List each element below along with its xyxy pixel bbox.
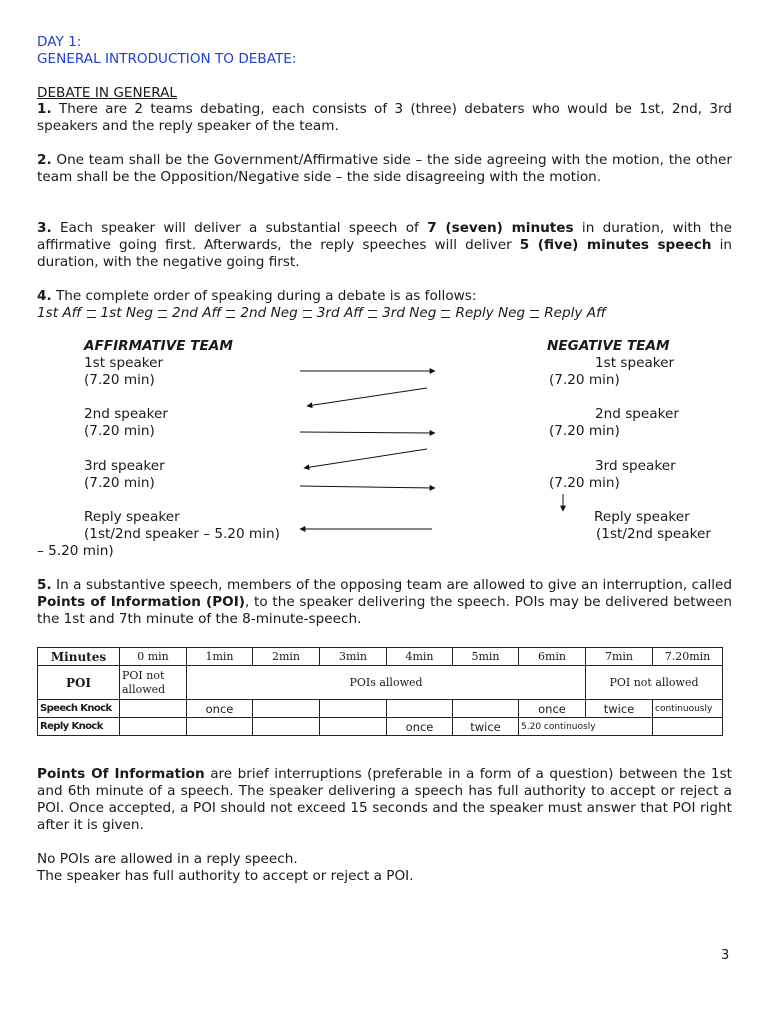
poi-explanation: Points Of Information are brief interruptions (preferable in a form of a question) between the 1st and 6th minute of a speech. The speaker delivering a speech has full authority to accept or reject a POI. Once accepted, a POI should not exceed 15 seconds and the speaker must answer that POI right after it is given. — [37, 766, 732, 833]
aff-reply-speaker: Reply speaker — [84, 509, 180, 525]
table-cell — [253, 718, 320, 736]
document-title: GENERAL INTRODUCTION TO DEBATE: — [37, 51, 297, 67]
table-row-poi — [38, 666, 723, 700]
pois-allowed: POIs allowed — [187, 666, 586, 700]
table-cell — [453, 700, 519, 718]
table-cell — [120, 700, 187, 718]
affirmative-team-title: AFFIRMATIVE TEAM — [84, 338, 233, 354]
negative-team-title: NEGATIVE TEAM — [547, 338, 670, 354]
order-item: 3rd Neg — [382, 305, 437, 321]
day-label: DAY 1: — [37, 34, 82, 50]
table-cell — [320, 718, 387, 736]
order-separator — [368, 310, 377, 318]
arrow-3-aff-to-neg — [300, 486, 435, 488]
table-cell — [653, 718, 723, 736]
point-5: 5. In a substantive speech, members of the opposing team are allowed to give an interruption, called Points of Information (POI), to the speaker delivering the speech. POIs may be delivered between the 1st and 7th minute of the 8-minute-speech. — [37, 577, 733, 627]
reply-knock-twice-5: twice — [453, 718, 519, 736]
order-item: 2nd Aff — [172, 305, 222, 321]
minute-cell: 3min — [320, 648, 387, 666]
minute-cell: 5min — [453, 648, 519, 666]
order-item: 1st Neg — [100, 305, 154, 321]
table-row-speech-knock — [38, 700, 723, 718]
order-separator — [226, 310, 235, 318]
table-cell — [387, 700, 453, 718]
point-3: 3. Each speaker will deliver a substantial speech of 7 (seven) minutes in duration, with the affirmative going first. Afterwards, the reply speeches will deliver 5 (five) minutes speech in duration, with the negative going first. — [37, 220, 732, 270]
order-separator — [158, 310, 167, 318]
order-item: Reply Neg — [455, 305, 526, 321]
order-item: 3rd Aff — [316, 305, 364, 321]
neg-speaker-1: 1st speaker — [595, 355, 675, 371]
minute-cell: 4min — [387, 648, 453, 666]
order-item: 2nd Neg — [240, 305, 298, 321]
neg-speaker-3-time: (7.20 min) — [549, 475, 620, 491]
aff-speaker-3: 3rd speaker — [84, 458, 165, 474]
speech-knock-twice-7: twice — [586, 700, 653, 718]
aff-speaker-2-time: (7.20 min) — [84, 423, 155, 439]
order-separator — [530, 310, 539, 318]
speech-knock-label: Speech Knock — [38, 700, 120, 718]
reply-knock-continuously: 5.20 continuosly — [519, 718, 653, 736]
poi-timing-table — [37, 647, 723, 736]
speech-knock-continuously: continuously — [653, 700, 723, 718]
neg-reply-speaker-time-wrap: – 5.20 min) — [37, 543, 114, 559]
minute-cell: 0 min — [120, 648, 187, 666]
table-cell — [320, 700, 387, 718]
minutes-header: Minutes — [38, 648, 120, 666]
page-number: 3 — [721, 948, 730, 963]
neg-reply-speaker-time: (1st/2nd speaker — [596, 526, 711, 542]
aff-speaker-1: 1st speaker — [84, 355, 164, 371]
aff-reply-speaker-time: (1st/2nd speaker – 5.20 min) — [84, 526, 280, 542]
arrow-1-neg-to-aff — [307, 388, 427, 406]
note-speaker-authority: The speaker has full authority to accept or reject a POI. — [37, 868, 414, 884]
speech-knock-once-1: once — [187, 700, 253, 718]
table-cell — [120, 718, 187, 736]
minute-cell: 7.20min — [653, 648, 723, 666]
point-1: 1. There are 2 teams debating, each consists of 3 (three) debaters who would be 1st, 2nd, 3rd speakers and the reply speaker of the team. — [37, 101, 732, 134]
neg-speaker-1-time: (7.20 min) — [549, 372, 620, 388]
arrow-2-neg-to-aff — [304, 449, 427, 468]
neg-speaker-2: 2nd speaker — [595, 406, 679, 422]
speech-knock-once-6: once — [519, 700, 586, 718]
neg-speaker-2-time: (7.20 min) — [549, 423, 620, 439]
aff-speaker-2: 2nd speaker — [84, 406, 168, 422]
speaking-order — [37, 305, 606, 322]
poi-not-allowed-end: POI not allowed — [586, 666, 723, 700]
reply-knock-label: Reply Knock — [38, 718, 120, 736]
poi-row-label: POI — [38, 666, 120, 700]
minute-cell: 2min — [253, 648, 320, 666]
document-heading — [37, 34, 296, 102]
aff-speaker-3-time: (7.20 min) — [84, 475, 155, 491]
section-title: DEBATE IN GENERAL — [37, 85, 177, 101]
order-separator — [441, 310, 450, 318]
aff-speaker-1-time: (7.20 min) — [84, 372, 155, 388]
neg-speaker-3: 3rd speaker — [595, 458, 676, 474]
note-no-poi-reply: No POIs are allowed in a reply speech. — [37, 851, 298, 867]
poi-not-allowed-start: POI not allowed — [120, 666, 187, 700]
order-item: Reply Aff — [544, 305, 606, 321]
minute-cell: 1min — [187, 648, 253, 666]
table-row-reply-knock — [38, 718, 723, 736]
order-separator — [303, 310, 312, 318]
reply-knock-once-4: once — [387, 718, 453, 736]
minute-cell: 7min — [586, 648, 653, 666]
table-cell — [187, 718, 253, 736]
order-separator — [87, 310, 96, 318]
neg-reply-speaker: Reply speaker — [594, 509, 690, 525]
point-4: 4. The complete order of speaking during a debate is as follows: — [37, 288, 477, 304]
minute-cell: 6min — [519, 648, 586, 666]
table-row-minutes — [38, 648, 723, 666]
order-item: 1st Aff — [37, 305, 82, 321]
arrow-2-aff-to-neg — [300, 432, 435, 433]
table-cell — [253, 700, 320, 718]
point-2: 2. One team shall be the Government/Affirmative side – the side agreeing with the motion, the other team shall be the Opposition/Negative side – the side disagreeing with the motion. — [37, 152, 732, 185]
